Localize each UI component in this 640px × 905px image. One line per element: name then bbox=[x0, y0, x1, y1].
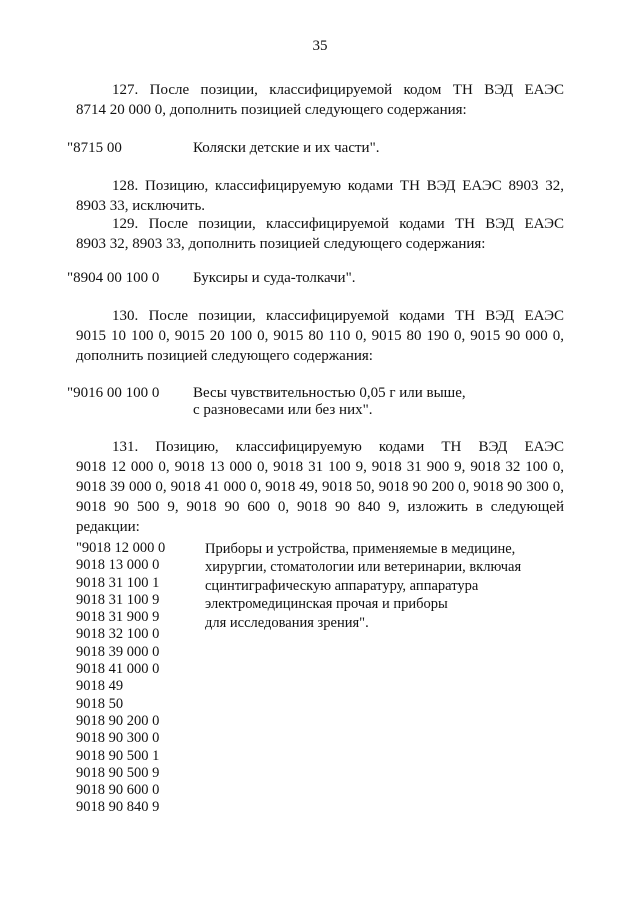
entry-code: "8904 00 100 0 bbox=[67, 270, 160, 286]
code-item: 9018 31 100 9 bbox=[76, 591, 160, 608]
paragraph-line: 8714 20 000 0, дополнить позицией следующего содержания: bbox=[76, 102, 467, 118]
paragraph-130 bbox=[76, 306, 564, 366]
code-item: 9018 90 600 0 bbox=[76, 782, 160, 799]
code-item: 9018 49 bbox=[76, 678, 124, 695]
paragraph-line: 8903 32, 8903 33, дополнить позицией следующего содержания: bbox=[76, 236, 486, 252]
paragraph-line: 9015 10 100 0, 9015 20 100 0, 9015 80 110 0, 9015 80 190 0, 9015 90 000 0, bbox=[76, 328, 564, 344]
code-item: 9018 31 100 1 bbox=[76, 574, 160, 591]
code-item: 9018 90 200 0 bbox=[76, 712, 160, 729]
code-item: 9018 41 000 0 bbox=[76, 661, 160, 678]
paragraph-line: 9018 90 500 9, 9018 90 600 0, 9018 90 840 9, изложить в следующей bbox=[76, 499, 564, 515]
page-number: 35 bbox=[312, 38, 328, 54]
paragraph-line: 131. Позицию, классифицируемую кодами ТН ВЭД ЕАЭС bbox=[112, 439, 564, 455]
code-item: 9018 39 000 0 bbox=[76, 643, 160, 660]
entry-code: "9016 00 100 0 bbox=[67, 385, 160, 401]
code-item: 9018 13 000 0 bbox=[76, 557, 160, 574]
description-line: сцинтиграфическую аппаратуру, аппаратура bbox=[205, 577, 479, 594]
paragraph-line: 8903 33, исключить. bbox=[76, 198, 206, 214]
paragraph-line: редакции: bbox=[76, 519, 140, 535]
paragraph-131 bbox=[76, 437, 564, 537]
code-item: 9018 90 840 9 bbox=[76, 799, 160, 816]
paragraph-line: 9018 39 000 0, 9018 41 000 0, 9018 49, 9018 50, 9018 90 200 0, 9018 90 300 0, bbox=[76, 479, 564, 495]
code-item: "9018 12 000 0 bbox=[76, 540, 166, 556]
paragraph-line: 129. После позиции, классифицируемой кодами ТН ВЭД ЕАЭС bbox=[112, 216, 564, 232]
code-item: 9018 50 bbox=[76, 695, 124, 712]
description-line: для исследования зрения". bbox=[205, 614, 369, 631]
code-list bbox=[76, 540, 165, 817]
paragraph-127 bbox=[76, 80, 564, 120]
entry-description: Буксиры и суда-толкачи". bbox=[193, 270, 356, 286]
paragraph-line: 128. Позицию, классифицируемую кодами ТН ВЭД ЕАЭС 8903 32, bbox=[112, 178, 564, 194]
paragraph-128 bbox=[76, 176, 564, 216]
paragraph-129 bbox=[76, 214, 564, 254]
code-item: 9018 31 900 9 bbox=[76, 609, 160, 626]
entry-description-block bbox=[205, 540, 521, 632]
code-item: 9018 32 100 0 bbox=[76, 626, 160, 643]
paragraph-line: 9018 12 000 0, 9018 13 000 0, 9018 31 100 9, 9018 31 900 9, 9018 32 100 0, bbox=[76, 459, 564, 475]
paragraph-line: дополнить позицией следующего содержания: bbox=[76, 348, 373, 364]
entry-description: Весы чувствительностью 0,05 г или выше, bbox=[193, 385, 466, 401]
description-line: хирургии, стоматологии или ветеринарии, включая bbox=[205, 559, 522, 576]
entry-code: "8715 00 bbox=[67, 140, 122, 156]
paragraph-line: 130. После позиции, классифицируемой кодами ТН ВЭД ЕАЭС bbox=[112, 308, 564, 324]
entry-description: с разновесами или без них". bbox=[193, 402, 373, 418]
code-item: 9018 90 500 9 bbox=[76, 764, 160, 781]
code-item: 9018 90 300 0 bbox=[76, 730, 160, 747]
entry-description: Коляски детские и их части". bbox=[193, 140, 380, 156]
code-item: 9018 90 500 1 bbox=[76, 747, 160, 764]
description-line: электромедицинская прочая и приборы bbox=[205, 596, 448, 613]
description-line: Приборы и устройства, применяемые в медицине, bbox=[205, 541, 516, 557]
paragraph-line: 127. После позиции, классифицируемой кодом ТН ВЭД ЕАЭС bbox=[112, 82, 564, 98]
